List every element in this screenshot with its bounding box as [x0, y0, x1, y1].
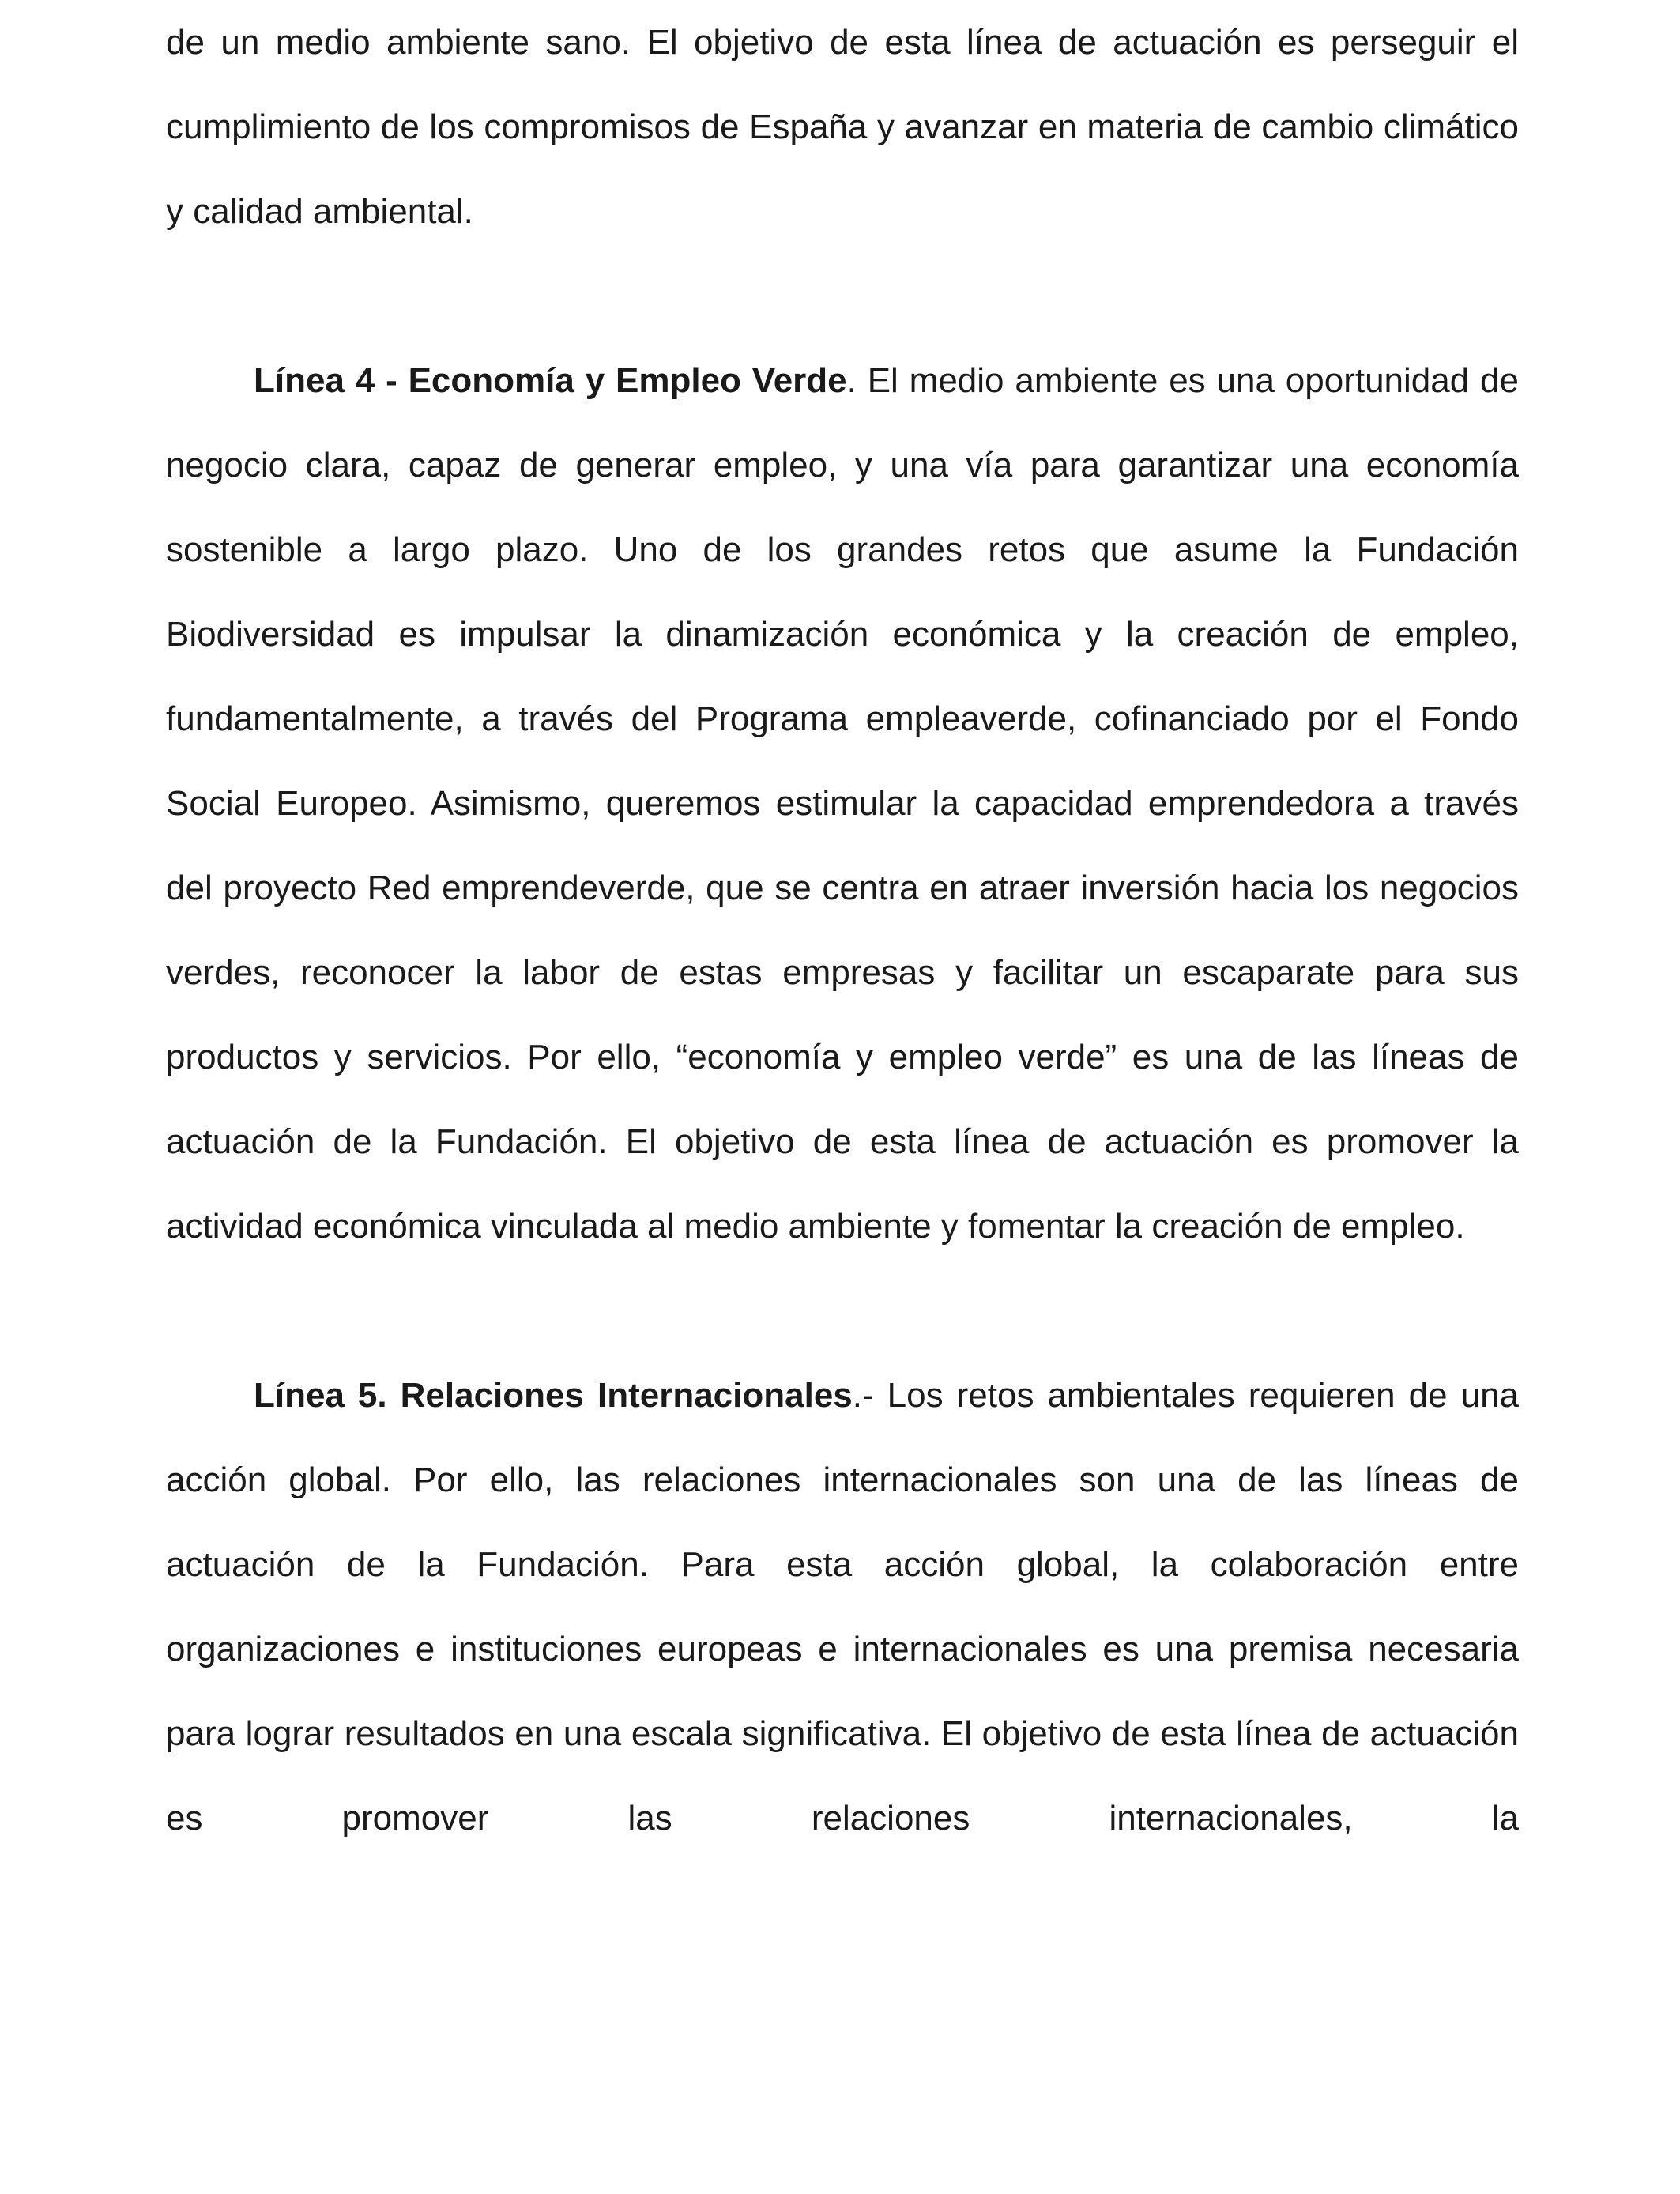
paragraph-linea-5: [166, 1353, 1519, 1860]
paragraph-text: .- Los retos ambientales requieren de una acción global. Por ello, las relaciones internacionales son una de las líneas de actuación de la Fundación. Para esta acción global, la colaboración entre organizaciones e instituciones europeas e internacionales es una premisa necesaria para lograr resultados en una escala significativa. El objetivo de esta línea de actuación es promover las relaciones internacionales, la: [166, 1376, 1520, 1838]
paragraph-linea-4: [166, 338, 1519, 1269]
paragraph-linea-3-conclusion: [166, 0, 1519, 254]
paragraph-heading: Línea 5. Relaciones Internacionales: [254, 1376, 853, 1415]
paragraph-text: . El medio ambiente es una oportunidad de negocio clara, capaz de generar empleo, y una vía para garantizar una economía sostenible a largo plazo. Uno de los grandes retos que asume la Fundación Biodiversidad es impulsar la dinamización económica y la creación de empleo, fundamentalmente, a través del Programa empleaverde, cofinanciado por el Fondo Social Europeo. Asimismo, queremos estimular la capacidad emprendedora a través del proyecto Red emprendeverde, que se centra en atraer inversión hacia los negocios verdes, reconocer la labor de estas empresas y facilitar un escaparate para sus productos y servicios. Por ello, “economía y empleo verde” es una de las líneas de actuación de la Fundación. El objetivo de esta línea de actuación es promover la actividad económica vinculada al medio ambiente y fomentar la creación de empleo.: [166, 361, 1519, 1246]
paragraph-text: de un medio ambiente sano. El objetivo de esta línea de actuación es perseguir el cumplimiento de los compromisos de España y avanzar en materia de cambio climático y calidad ambiental.: [166, 23, 1519, 231]
document-page: [166, 0, 1519, 1860]
paragraph-heading: Línea 4 - Economía y Empleo Verde: [254, 361, 847, 400]
